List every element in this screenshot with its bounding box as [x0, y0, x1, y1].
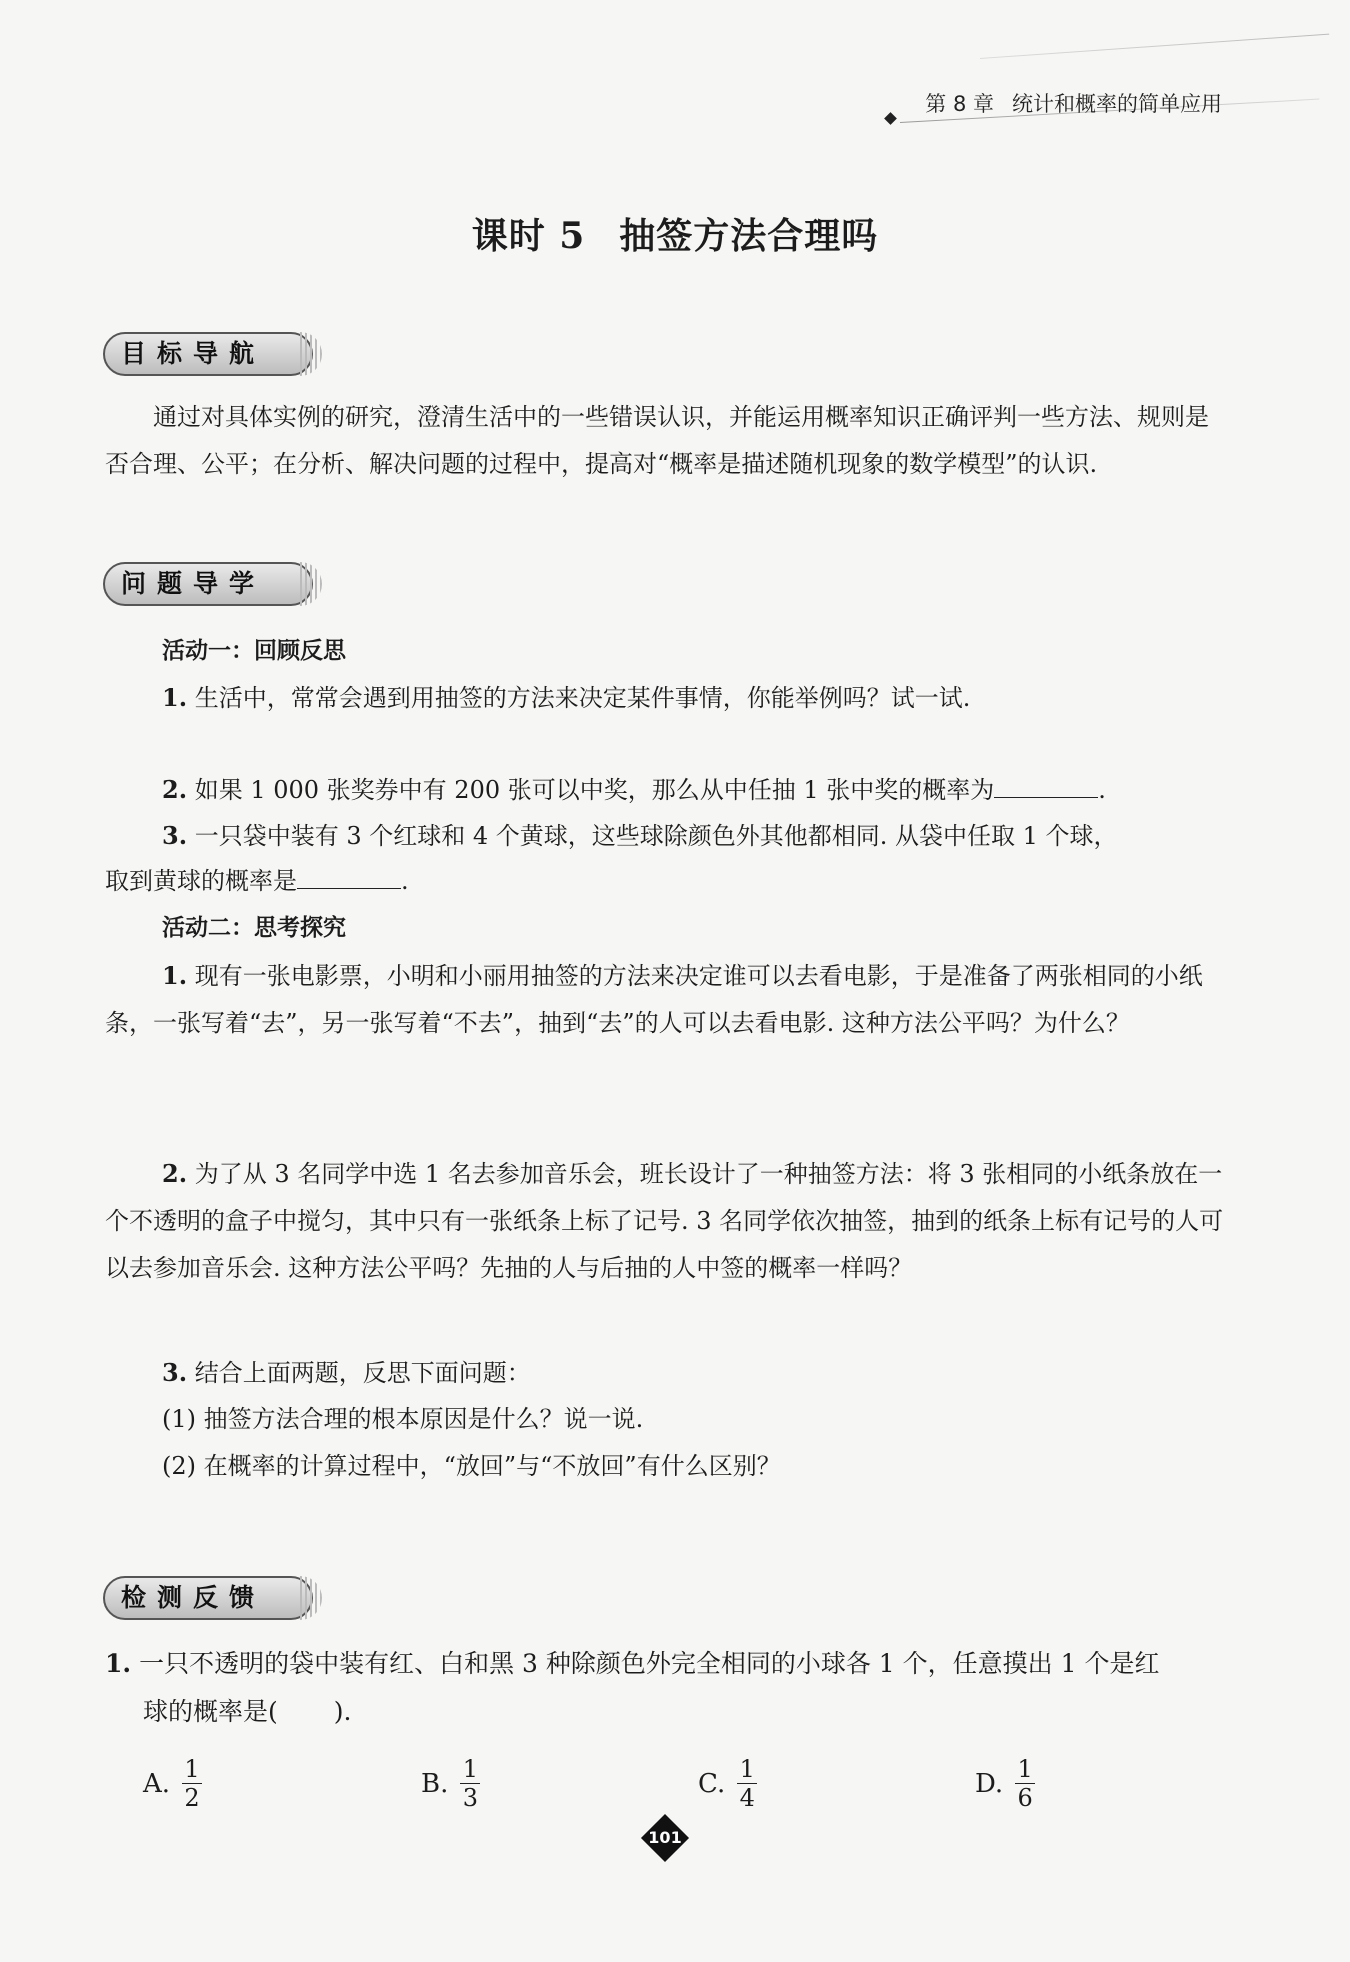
option-fraction — [737, 1755, 757, 1812]
feedback-question-1 — [105, 1640, 1225, 1687]
question-number: 2. — [162, 775, 188, 804]
question-text: 生活中，常常会遇到用抽签的方法来决定某件事情，你能举例吗？试一试. — [194, 684, 971, 712]
section-badge-feedback: 检测反馈 — [103, 1576, 313, 1620]
activity2-question-3 — [105, 1349, 1225, 1397]
feedback-question-1-cont — [105, 1688, 1225, 1735]
question-text: 球的概率是( — [143, 1697, 278, 1726]
activity2-subquestion-2: (2) 在概率的计算过程中，“放回”与“不放回”有什么区别？ — [162, 1452, 781, 1480]
option-c[interactable] — [698, 1755, 757, 1812]
activity2-subquestion-1: (1) 抽签方法合理的根本原因是什么？说一说. — [162, 1405, 644, 1433]
option-label: C. — [698, 1768, 726, 1799]
fraction-denominator: 6 — [1017, 1784, 1033, 1812]
question-number: 3. — [162, 1358, 188, 1387]
chapter-title: 统计和概率的简单应用 — [1012, 92, 1222, 116]
activity1-question-3-cont: 取到黄球的概率是 . — [105, 858, 1225, 905]
option-d[interactable] — [975, 1755, 1035, 1812]
header-diamond-icon — [884, 112, 897, 125]
lesson-number: 课时 5 — [471, 215, 586, 257]
option-label: A. — [143, 1768, 171, 1799]
page-number — [641, 1814, 689, 1862]
option-label: D. — [975, 1768, 1004, 1799]
fraction-denominator: 3 — [462, 1784, 479, 1812]
fraction-numerator: 1 — [1017, 1755, 1033, 1783]
answer-blank[interactable] — [297, 864, 401, 889]
question-number: 1. — [162, 961, 188, 990]
question-text: 现有一张电影票，小明和小丽用抽签的方法来决定谁可以去看电影，于是准备了两张相同的小纸条，一张写着“去”，另一张写着“不去”，抽到“去”的人可以去看电影. 这种方法公平吗？为什么？ — [105, 962, 1203, 1037]
activity2-question-2 — [105, 1150, 1225, 1292]
question-text: 一只不透明的袋中装有红、白和黑 3 种除颜色外完全相同的小球各 1 个，任意摸出 1 个是红 — [139, 1649, 1160, 1678]
question-text: 为了从 3 名同学中选 1 名去参加音乐会，班长设计了一种抽签方法：将 3 张相同的小纸条放在一个不透明的盒子中搅匀，其中只有一张纸条上标了记号. 3 名同学依次抽签，抽到的纸条上标有记号的人可以去参加音乐会. 这种方法公平吗？先抽的人与后抽的人中签的概率一样吗？ — [105, 1160, 1224, 1282]
question-text: 如果 1 000 张奖券中有 200 张可以中奖，那么从中任抽 1 张中奖的概率为 — [194, 776, 995, 804]
question-number: 2. — [162, 1159, 188, 1188]
option-a[interactable] — [143, 1755, 202, 1812]
question-number: 1. — [162, 683, 188, 712]
page-number-text: 101 — [648, 1828, 682, 1847]
question-text: ). — [333, 1697, 352, 1726]
section-badge-guide: 问题导学 — [103, 562, 313, 606]
activity1-question-2: 2. 如果 1 000 张奖券中有 200 张可以中奖，那么从中任抽 1 张中奖的概率为 . — [162, 775, 1106, 804]
header-decoration-line — [980, 34, 1329, 59]
activity-one-title: 活动一：回顾反思 — [162, 638, 346, 664]
chapter-number: 第 8 章 — [925, 92, 994, 116]
fraction-denominator: 4 — [739, 1784, 755, 1812]
fraction-numerator: 1 — [739, 1755, 755, 1783]
lesson-name: 抽签方法合理吗 — [619, 215, 879, 257]
activity2-question-1 — [105, 952, 1225, 1047]
section-badge-goals: 目标导航 — [103, 332, 313, 376]
question-text: 取到黄球的概率是 — [105, 867, 297, 895]
question-number: 1. — [105, 1649, 132, 1678]
badge-stripes — [300, 332, 322, 376]
question-number: 3. — [162, 821, 188, 850]
fraction-numerator: 1 — [462, 1755, 479, 1783]
activity1-question-1 — [105, 674, 1225, 722]
option-fraction — [1015, 1755, 1035, 1812]
badge-stripes — [300, 1576, 322, 1620]
activity-two-title: 活动二：思考探究 — [162, 915, 346, 941]
goals-paragraph: 通过对具体实例的研究，澄清生活中的一些错误认识，并能运用概率知识正确评判一些方法、规则是否合理、公平；在分析、解决问题的过程中，提高对“概率是描述随机现象的数学模型”的认识. — [105, 403, 1209, 478]
question-text: 结合上面两题，反思下面问题： — [194, 1359, 531, 1387]
option-fraction — [460, 1755, 480, 1812]
activity1-question-3 — [105, 812, 1225, 860]
option-label: B. — [421, 1768, 449, 1799]
fraction-denominator: 2 — [184, 1784, 200, 1812]
lesson-title — [0, 208, 1350, 259]
option-b[interactable] — [421, 1755, 480, 1812]
badge-stripes — [300, 562, 322, 606]
running-header — [925, 88, 1222, 118]
question-text: 一只袋中装有 3 个红球和 4 个黄球，这些球除颜色外其他都相同. 从袋中任取 1 个球， — [194, 822, 1118, 850]
fraction-numerator: 1 — [184, 1755, 200, 1783]
answer-blank[interactable] — [994, 773, 1098, 798]
option-fraction — [182, 1755, 202, 1812]
